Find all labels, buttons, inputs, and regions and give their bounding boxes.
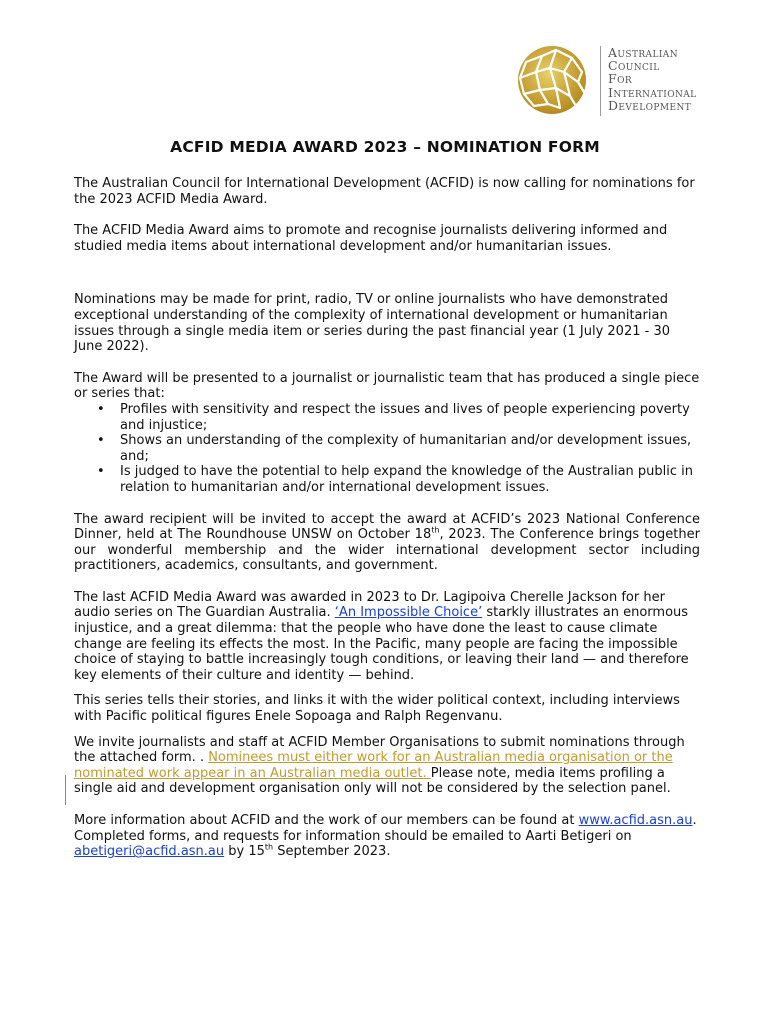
last-award-paragraph: The last ACFID Media Award was awarded in 2023 to Dr. Lagipoiva Cherelle Jackson for her audio series on The Guardian Australia. ‘An Impossible Choice’ starkly illustrates an enormous injustice, and a great dilemma: that the people who have done the least to cause climate change are feeling its effects the most. In the Pacific, many people are facing the impossible choice of staying to battle increasingly tough conditions, or leaving their land — and therefore key elements of their culture and identity — behind. [74,589,689,683]
logo-line: Australian [608,45,678,60]
acfid-website-link[interactable]: www.acfid.asn.au [578,813,693,828]
series-paragraph: This series tells their stories, and links it with the wider political context, including interviews with Pacific political figures Enele Sopoaga and Ralph Regenvanu. [74,693,680,725]
eligibility-paragraph: Nominations may be made for print, radio, TV or online journalists who have demonstrated exceptional understanding of the complexity of international development or humanitarian issues through a single media item or series during the past financial year (1 July 2021 - 30 June 2022). [74,292,670,355]
logo-divider [600,46,601,116]
award-dinner-paragraph: The award recipient will be invited to accept the award at ACFID’s 2023 National Conference Dinner, held at The Roundhouse UNSW on October 18th, 2023. The Conference brings together our wonderful membership and the wider international development sector including practitioners, academics, consultants, and government. [74,511,700,574]
aims-paragraph: The ACFID Media Award aims to promote and recognise journalists delivering informed and studied media items about international development and/or humanitarian issues. [74,223,668,254]
list-item: • Shows an understanding of the complexity of humanitarian and/or development issues, and; [120,433,700,464]
invite-paragraph: We invite journalists and staff at ACFID Member Organisations to submit nominations through the attached form. . Nominees must either work for an Australian media organisation or the nominated work appear in an Australian media outlet. Please note, media items profiling a single aid and development organisation only will not be considered by the selection panel. [74,734,685,797]
intro-paragraph: The Australian Council for International Development (ACFID) is now calling for nominations for the 2023 ACFID Media Award. [74,176,695,207]
acfid-logo [512,42,702,120]
logo-wordmark [608,46,697,112]
globe-logo-icon [512,42,596,120]
logo-line: For [608,71,633,87]
list-item: • Profiles with sensitivity and respect the issues and lives of people experiencing poverty and injustice; [120,402,700,433]
criteria-list [74,402,700,496]
more-info-paragraph: More information about ACFID and the work of our members can be found at www.acfid.asn.au. [74,813,697,828]
revision-bar [65,775,66,805]
document-body [74,176,700,860]
nominee-requirement-text: Nominees must either work for an Australian media organisation or the nominated work appear in an Australian media outlet. [74,750,673,781]
logo-line: International [608,84,697,100]
list-item: • Is judged to have the potential to help expand the knowledge of the Australian public in relation to humanitarian and/or international development issues. [120,464,700,495]
impossible-choice-link[interactable]: ‘An Impossible Choice’ [334,605,483,621]
logo-line: Development [608,97,692,113]
contact-email-link[interactable]: abetigeri@acfid.asn.au [74,844,225,860]
page-title: ACFID MEDIA AWARD 2023 – NOMINATION FORM [170,138,600,156]
contact-paragraph: Completed forms, and requests for information should be emailed to Aarti Betigeri on abetigeri@acfid.asn.au by 15th September 2023. [74,828,632,860]
logo-line: Council [608,58,660,74]
criteria-intro: The Award will be presented to a journalist or journalistic team that has produced a single piece or series that: [74,370,700,402]
